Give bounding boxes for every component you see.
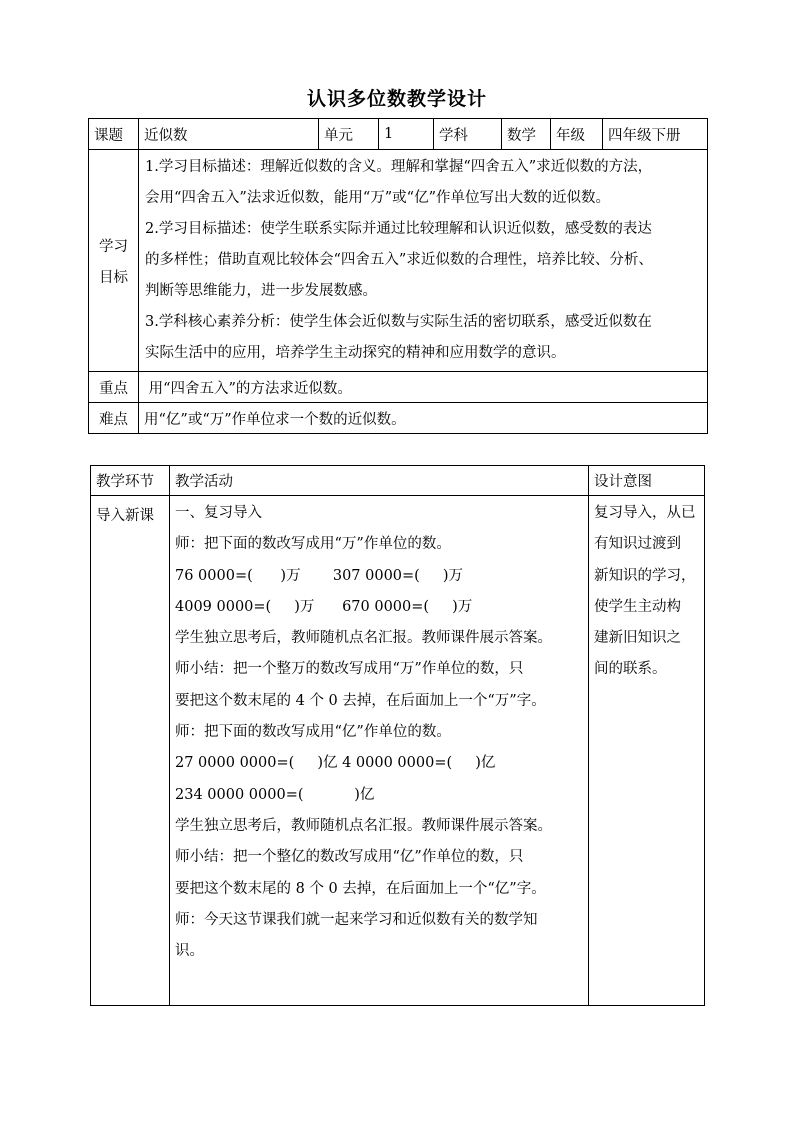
intent-cell <box>589 496 705 1006</box>
activity-cell <box>170 496 589 1006</box>
intent-line: 间的联系。 <box>594 661 667 678</box>
subject-value: 数学 <box>502 119 551 150</box>
subject-label: 学科 <box>434 119 502 150</box>
objectives-text <box>139 150 708 372</box>
intent-line: 复习导入，从已 <box>594 505 696 521</box>
objectives-row <box>89 150 708 372</box>
activity-line: 234 0000 0000=( )亿 <box>175 786 375 803</box>
topic-value: 近似数 <box>139 119 319 150</box>
process-body-row <box>91 496 705 1006</box>
grade-label: 年级 <box>551 119 603 150</box>
objective-line: 判断等思维能力，进一步发展数感。 <box>145 283 377 299</box>
process-header-row <box>91 466 705 496</box>
activity-line: 识。 <box>175 943 204 960</box>
activity-line: 师：把下面的数改写成用“亿”作单位的数。 <box>175 724 451 741</box>
difficulty-row <box>89 403 708 434</box>
objective-line: 会用“四舍五入”法求近似数，能用“万”或“亿”作单位写出大数的近似数。 <box>145 190 610 206</box>
header-stage: 教学环节 <box>91 466 170 496</box>
objective-line: 的多样性；借助直观比较体会“四舍五入”求近似数的合理性，培养比较、分析、 <box>145 252 653 268</box>
info-row <box>89 119 708 150</box>
key-point-row <box>89 372 708 403</box>
intent-line: 使学生主动构 <box>594 598 681 615</box>
activity-line: 27 0000 0000=( )亿 4 0000 0000=( )亿 <box>175 755 496 772</box>
intent-line: 建新旧知识之 <box>594 630 681 647</box>
activity-line: 一、复习导入 <box>175 505 262 521</box>
key-point-text: 用“四舍五入”的方法求近似数。 <box>139 372 708 403</box>
difficulty-text: 用“亿”或“万”作单位求一个数的近似数。 <box>139 403 708 434</box>
objective-line: 1.学习目标描述：理解近似数的含义。理解和掌握“四舍五入”求近似数的方法， <box>145 159 653 175</box>
lesson-info-table <box>88 118 708 434</box>
intent-line: 新知识的学习， <box>594 567 696 584</box>
activity-line: 师小结：把一个整亿的数改写成用“亿”作单位的数，只 <box>175 849 524 866</box>
difficulty-label: 难点 <box>89 403 139 434</box>
unit-label: 单元 <box>319 119 379 150</box>
objective-line: 实际生活中的应用，培养学生主动探究的精神和应用数学的意识。 <box>145 345 566 361</box>
objective-line: 2.学习目标描述：使学生联系实际并通过比较理解和认识近似数，感受数的表达 <box>145 221 652 237</box>
activity-line: 76 0000=( )万 307 0000=( )万 <box>175 567 464 584</box>
header-activity: 教学活动 <box>170 466 589 496</box>
stage-cell: 导入新课 <box>91 496 170 1006</box>
activity-line: 要把这个数末尾的 4 个 0 去掉，在后面加上一个“万”字。 <box>175 692 546 709</box>
activity-line: 要把这个数末尾的 8 个 0 去掉，在后面加上一个“亿”字。 <box>175 880 546 897</box>
activity-line: 学生独立思考后，教师随机点名汇报。教师课件展示答案。 <box>175 817 552 834</box>
activity-line: 4009 0000=( )万 670 0000=( )万 <box>175 598 473 615</box>
activity-line: 师：今天这节课我们就一起来学习和近似数有关的数学知 <box>175 911 538 928</box>
objectives-label: 学习 目标 <box>89 150 139 372</box>
objective-line: 3.学科核心素养分析：使学生体会近似数与实际生活的密切联系，感受近似数在 <box>145 314 652 330</box>
unit-value: 1 <box>379 119 434 150</box>
activity-line: 师小结：把一个整万的数改写成用“万”作单位的数，只 <box>175 661 524 678</box>
topic-label: 课题 <box>89 119 139 150</box>
teaching-process-table <box>90 465 705 1006</box>
intent-line: 有知识过渡到 <box>594 536 681 553</box>
header-intent: 设计意图 <box>589 466 705 496</box>
activity-line: 师：把下面的数改写成用“万”作单位的数。 <box>175 536 451 553</box>
grade-value: 四年级下册 <box>603 119 708 150</box>
key-point-label: 重点 <box>89 372 139 403</box>
document-title: 认识多位数教学设计 <box>306 88 487 110</box>
activity-line: 学生独立思考后，教师随机点名汇报。教师课件展示答案。 <box>175 630 552 647</box>
